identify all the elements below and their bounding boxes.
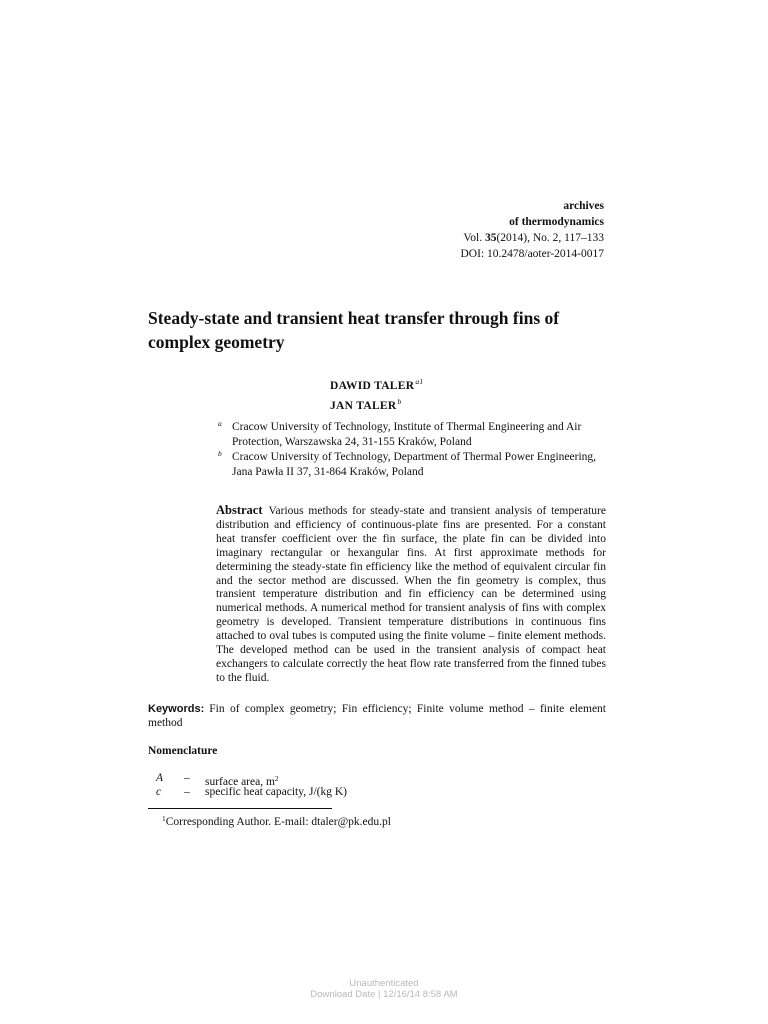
journal-volume — [461, 230, 605, 246]
download-watermark — [0, 978, 768, 1000]
nomenclature-item — [148, 772, 468, 786]
definition-text: surface area, m — [205, 776, 275, 788]
watermark-line1: Unauthenticated — [349, 978, 419, 989]
affiliation-mark: b — [218, 449, 222, 458]
journal-name-line2: of thermodynamics — [509, 216, 604, 228]
author-1 — [330, 374, 423, 394]
keywords-heading: Keywords: — [148, 703, 205, 715]
paper-title: Steady-state and transient heat transfer through fins of complex geometry — [148, 308, 560, 352]
definition-text: specific heat capacity, J/(kg K) — [205, 785, 347, 798]
author-list — [330, 374, 423, 414]
volume-number: 35 — [484, 232, 497, 244]
author-name: JAN TALER — [330, 400, 397, 412]
abstract-text: Various methods for steady-state and transient analysis of temperature distribution and efficiency of continuous-plate fins are presented. For a constant heat transfer coefficient over the fin surface, the plate fin can be divided into imaginary rectangular or hexangular fins. At first approximate methods for determining the steady-state fin efficiency like the method of equivalent circular fin and the sector method are discussed. When the fin geometry is complex, thus transient temperature distribution and fin efficiency can be determined using numerical methods. A numerical method for transient analysis of fins with complex geometry is developed. Transient temperature distributions in continuous fins attached to oval tubes is computed using the finite volume – finite element methods. The developed method can be used in the transient analysis of compact heat exchangers to calculate correctly the heat flow rate transferred from the finned tubes to the fluid. — [216, 505, 606, 684]
volume-suffix: (2014), No. 2, 117–133 — [496, 232, 604, 244]
footnote-mark: 1 — [162, 814, 166, 823]
nomenclature-symbol: A — [156, 772, 164, 784]
watermark-line2: Download Date | 12/16/14 8:58 AM — [310, 989, 458, 1000]
affiliation-text: Cracow University of Technology, Institute of Thermal Engineering and Air Protection, Warszawska 24, 31-155 Kraków, Poland — [232, 421, 582, 448]
author-2 — [330, 394, 423, 414]
nomenclature-dash: – — [184, 785, 190, 798]
nomenclature-dash: – — [184, 772, 190, 784]
affiliation-mark: a — [218, 419, 222, 428]
affiliation-text: Cracow University of Technology, Department of Thermal Power Engineering, Jana Pawła II 37, 31-864 Kraków, Poland — [232, 451, 597, 478]
volume-prefix: Vol. — [463, 232, 483, 244]
journal-doi: DOI: 10.2478/aoter-2014-0017 — [460, 248, 604, 260]
journal-name-line1: archives — [563, 200, 604, 212]
definition-superscript: 2 — [274, 774, 279, 783]
author-name: DAWID TALER — [330, 380, 415, 392]
nomenclature-list — [148, 772, 468, 799]
keywords-text: Fin of complex geometry; Fin efficiency; Finite volume method – finite element method — [148, 703, 606, 729]
footnote — [162, 812, 391, 829]
affiliation-a — [218, 420, 608, 449]
nomenclature-heading: Nomenclature — [148, 745, 218, 757]
nomenclature-symbol: c — [156, 785, 162, 798]
nomenclature-item — [148, 786, 468, 800]
abstract-heading: Abstract — [216, 503, 263, 517]
nomenclature-definition — [205, 786, 347, 800]
author-marks: b — [397, 397, 402, 406]
journal-header — [461, 198, 605, 262]
keywords — [148, 702, 606, 730]
affiliation-b — [218, 450, 608, 479]
author-marks: a1 — [415, 377, 424, 386]
footnote-rule — [148, 808, 332, 809]
abstract — [216, 504, 606, 686]
footnote-text: Corresponding Author. E-mail: dtaler@pk.edu.pl — [165, 816, 391, 828]
